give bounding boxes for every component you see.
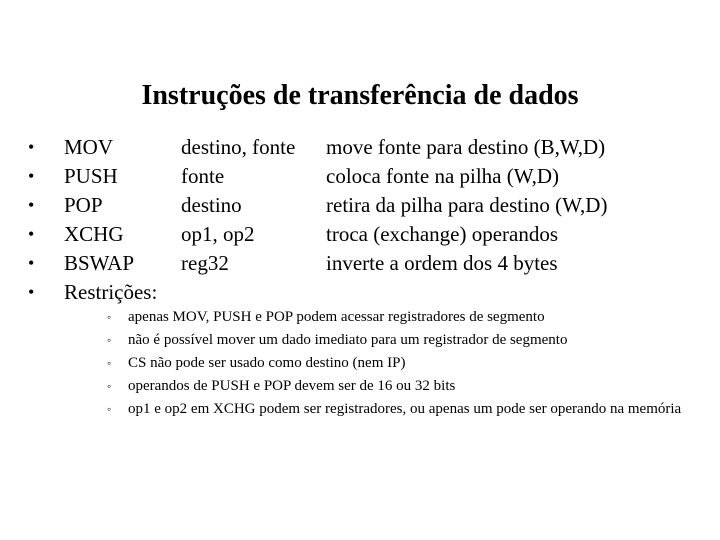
restriction-text: CS não pode ser usado como destino (nem IP) bbox=[128, 355, 406, 371]
instruction-row-pop bbox=[0, 191, 720, 220]
instruction-row-bswap bbox=[0, 249, 720, 278]
sub-bullet-icon: ◦ bbox=[107, 402, 112, 416]
restriction-text: operandos de PUSH e POP devem ser de 16 ou 32 bits bbox=[128, 378, 456, 394]
instruction-description: troca (exchange) operandos bbox=[326, 222, 559, 246]
bullet-icon: • bbox=[28, 224, 35, 244]
restriction-text: não é possível mover um dado imediato para um registrador de segmento bbox=[128, 332, 568, 348]
sub-bullet-icon: ◦ bbox=[107, 310, 112, 324]
list-item bbox=[0, 352, 720, 375]
instruction-mnemonic: PUSH bbox=[64, 164, 118, 188]
instruction-list bbox=[0, 133, 720, 307]
instruction-row-mov bbox=[0, 133, 720, 162]
sub-bullet-icon: ◦ bbox=[107, 356, 112, 370]
instruction-mnemonic: BSWAP bbox=[64, 251, 135, 275]
sub-bullet-icon: ◦ bbox=[107, 379, 112, 393]
instruction-mnemonic: MOV bbox=[64, 135, 114, 159]
instruction-operands: destino, fonte bbox=[181, 135, 296, 159]
instruction-row-restricoes bbox=[0, 278, 720, 307]
bullet-icon: • bbox=[28, 282, 35, 302]
restrictions-list bbox=[0, 306, 720, 421]
instruction-operands: fonte bbox=[181, 164, 225, 188]
instruction-operands: reg32 bbox=[181, 251, 229, 275]
instruction-description: coloca fonte na pilha (W,D) bbox=[326, 164, 560, 188]
instruction-description: inverte a ordem dos 4 bytes bbox=[326, 251, 558, 275]
instruction-row-push bbox=[0, 162, 720, 191]
instruction-operands: destino bbox=[181, 193, 242, 217]
slide-title: Instruções de transferência de dados bbox=[141, 80, 579, 111]
instruction-operands: op1, op2 bbox=[181, 222, 255, 246]
list-item bbox=[0, 306, 720, 329]
instruction-mnemonic: POP bbox=[64, 193, 103, 217]
sub-bullet-icon: ◦ bbox=[107, 333, 112, 347]
bullet-icon: • bbox=[28, 166, 35, 186]
instruction-description: move fonte para destino (B,W,D) bbox=[326, 135, 606, 159]
instruction-description: retira da pilha para destino (W,D) bbox=[326, 193, 608, 217]
bullet-icon: • bbox=[28, 195, 35, 215]
bullet-icon: • bbox=[28, 137, 35, 157]
list-item bbox=[0, 375, 720, 398]
bullet-icon: • bbox=[28, 253, 35, 273]
list-item bbox=[0, 398, 720, 421]
instruction-row-xchg bbox=[0, 220, 720, 249]
list-item bbox=[0, 329, 720, 352]
restriction-text: op1 e op2 em XCHG podem ser registradores, ou apenas um pode ser operando na memória bbox=[128, 401, 682, 417]
instruction-mnemonic: XCHG bbox=[64, 222, 124, 246]
restriction-text: apenas MOV, PUSH e POP podem acessar registradores de segmento bbox=[128, 309, 545, 325]
restrictions-heading: Restrições: bbox=[64, 280, 158, 304]
